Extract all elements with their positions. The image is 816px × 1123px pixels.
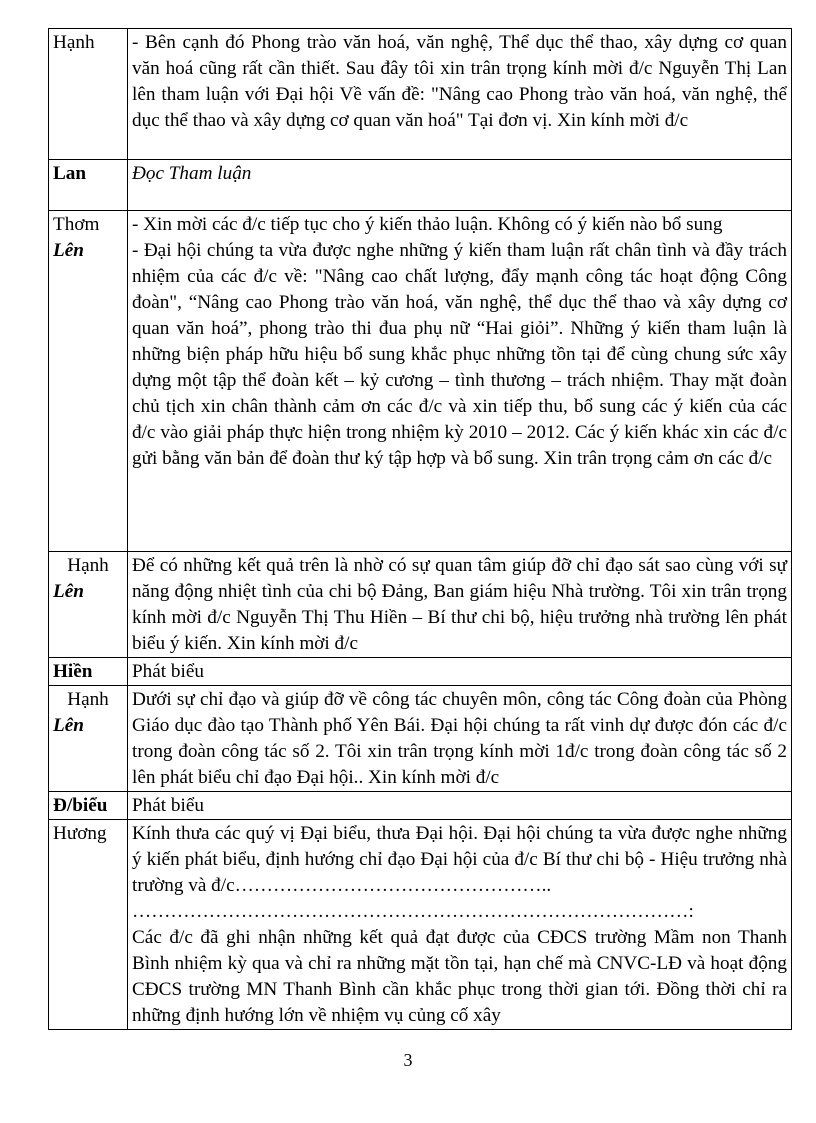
table-row xyxy=(49,658,792,686)
speaker-name: Lan xyxy=(53,163,87,184)
speech-cell xyxy=(128,552,792,658)
speech-paragraph: Để có những kết quả trên là nhờ có sự quan tâm giúp đỡ chỉ đạo sát sao cùng với sự năng động nhiệt tình của chi bộ Đảng, Ban giám hiệu Nhà trường. Tôi xin trân trọng kính mời đ/c Nguyễn Thị Thu Hiền – Bí thư chi bộ, hiệu trưởng nhà trường lên phát biểu ý kiến. Xin kính mời đ/c xyxy=(132,555,787,654)
speech-cell xyxy=(128,686,792,792)
speech-paragraph: Dưới sự chỉ đạo và giúp đỡ về công tác chuyên môn, công tác Công đoàn của Phòng Giáo dục đào tạo Thành phố Yên Bái. Đại hội chúng ta rất vinh dự được đón các đ/c trong đoàn công tác số 2. Tôi xin trân trọng kính mời 1đ/c trong đoàn công tác số 2 lên phát biểu chỉ đạo Đại hội.. Xin kính mời đ/c xyxy=(132,689,787,788)
speaker-cell xyxy=(49,686,128,792)
speaker-name: Hương xyxy=(53,823,107,844)
speaker-cell xyxy=(49,552,128,658)
table-row xyxy=(49,211,792,552)
page-number: 3 xyxy=(403,1050,413,1070)
document-page xyxy=(48,28,791,1030)
speech-cell xyxy=(128,160,792,211)
speaker-cell xyxy=(49,160,128,211)
speech-paragraph: - Xin mời các đ/c tiếp tục cho ý kiến thảo luận. Không có ý kiến nào bổ sung xyxy=(132,214,723,235)
table-row xyxy=(49,792,792,820)
speech-cell xyxy=(128,29,792,160)
table-row xyxy=(49,29,792,160)
speaker-name: Thơm xyxy=(53,214,100,235)
speech-paragraph: Kính thưa các quý vị Đại biểu, thưa Đại hội. Đại hội chúng ta vừa được nghe những ý kiến phát biểu, định hướng chỉ đạo Đại hội của đ/c Bí thư chi bộ - Hiệu trưởng nhà trường và đ/c………………………………………….. xyxy=(132,823,787,896)
speaker-cell xyxy=(49,820,128,1030)
speech-paragraph: Đọc Tham luận xyxy=(132,163,252,184)
speaker-cell xyxy=(49,792,128,820)
speech-paragraph: - Bên cạnh đó Phong trào văn hoá, văn nghệ, Thể dục thể thao, xây dựng cơ quan văn hoá cũng rất cần thiết. Sau đây tôi xin trân trọng kính mời đ/c Nguyễn Thị Lan lên tham luận với Đại hội Về vấn đề: "Nâng cao Phong trào văn hoá, văn nghệ, thể dục thể thao và xây dựng cơ quan văn hoá" Tại đơn vị. Xin kính mời đ/c xyxy=(132,32,787,131)
speech-cell xyxy=(128,658,792,686)
speaker-cell xyxy=(49,29,128,160)
speaker-name: Hạnh xyxy=(67,555,109,576)
speaker-name: Hiền xyxy=(53,661,93,682)
program-script-table xyxy=(48,28,792,1030)
table-row xyxy=(49,552,792,658)
speech-cell xyxy=(128,792,792,820)
speech-paragraph: ……………………………………………………………………………: xyxy=(132,901,694,922)
speaker-cell xyxy=(49,211,128,552)
speaker-name: Hạnh xyxy=(67,689,109,710)
speech-paragraph: - Đại hội chúng ta vừa được nghe những ý kiến tham luận rất chân tình và đầy trách nhiệm của các đ/c về: "Nâng cao chất lượng, đẩy mạnh công tác hoạt động Công đoàn", “Nâng cao Phong trào văn hoá, văn nghệ, thể dục thể thao và xây dựng cơ quan văn hoá”, phong trào thi đua phụ nữ “Hai giỏi”. Những ý kiến tham luận là những biện pháp hữu hiệu bổ sung khắc phục những tồn tại để cùng chung sức xây dựng một tập thể đoàn kết – kỷ cương – tình thương – trách nhiệm. Thay mặt đoàn chủ tịch xin chân thành cảm ơn các đ/c và xin tiếp thu, bổ sung các ý kiến của các đ/c vào giải pháp thực hiện trong nhiệm kỳ 2010 – 2012. Các ý kiến khác xin các đ/c gửi bằng văn bản để đoàn thư ký tập hợp và bổ sung. Xin trân trọng cảm ơn các đ/c xyxy=(132,240,787,469)
speaker-cell xyxy=(49,658,128,686)
stage-cue: Lên xyxy=(53,240,84,261)
table-row xyxy=(49,686,792,792)
table-row xyxy=(49,820,792,1030)
speech-paragraph: Phát biểu xyxy=(132,661,204,682)
speaker-name: Hạnh xyxy=(53,32,95,53)
stage-cue: Lên xyxy=(53,715,84,736)
stage-cue: Lên xyxy=(53,581,84,602)
speech-cell xyxy=(128,820,792,1030)
speaker-name: Đ/biểu xyxy=(53,795,108,816)
speech-cell xyxy=(128,211,792,552)
table-row xyxy=(49,160,792,211)
speech-paragraph: Các đ/c đã ghi nhận những kết quả đạt được của CĐCS trường Mầm non Thanh Bình nhiệm kỳ qua và chỉ ra những mặt tồn tại, hạn chế mà CNVC-LĐ và hoạt động CĐCS trường MN Thanh Bình cần khắc phục trong thời gian tới. Đồng thời chỉ ra những định hướng lớn về nhiệm vụ củng cố xây xyxy=(132,927,787,1026)
speech-paragraph: Phát biểu xyxy=(132,795,204,816)
